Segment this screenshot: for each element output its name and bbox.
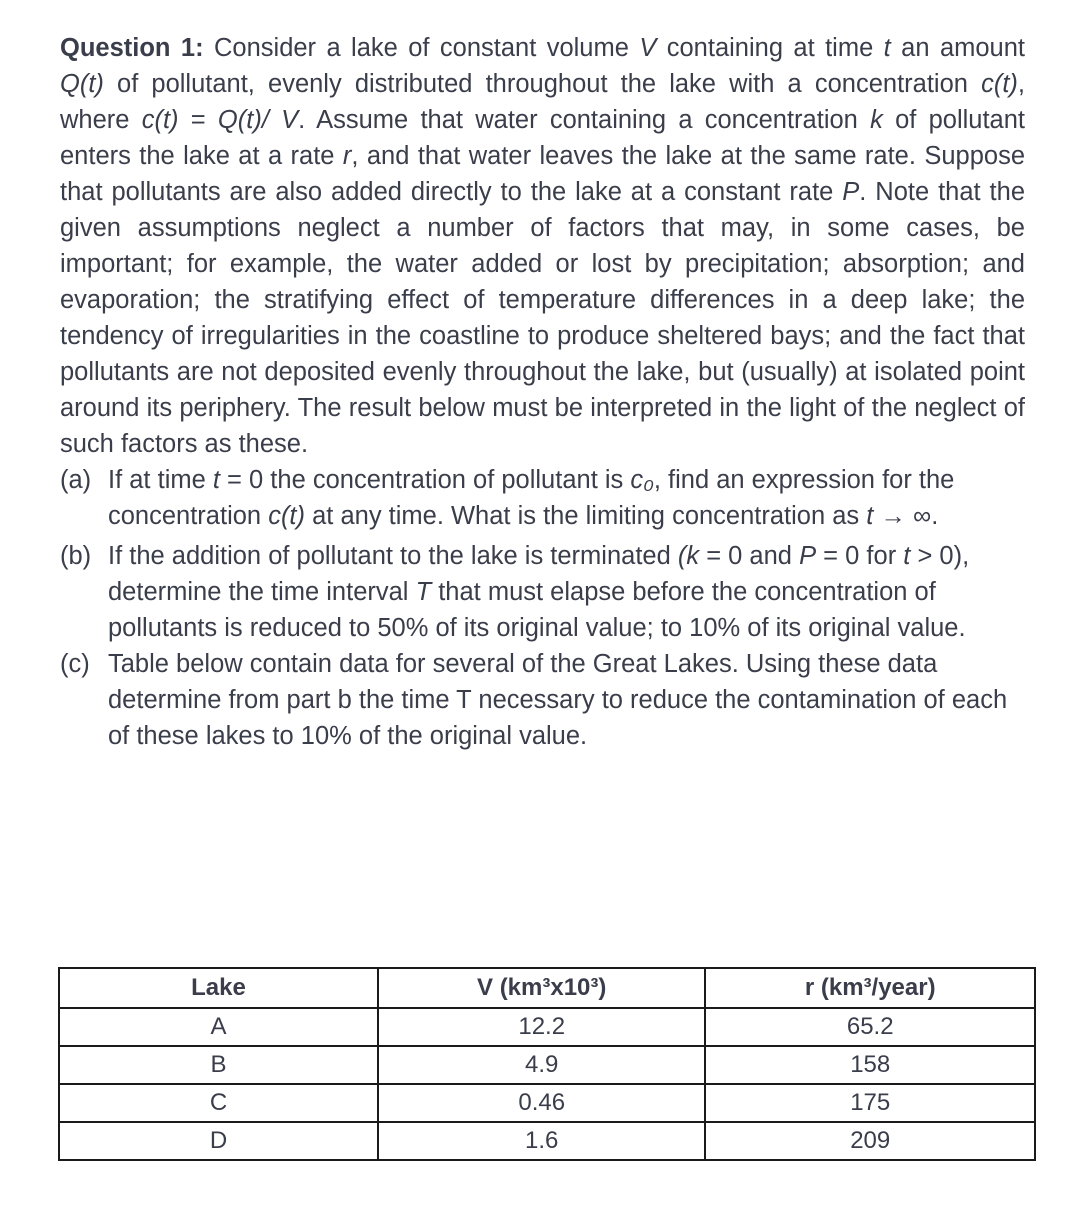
question-run-math: V [639,34,657,62]
question-body [60,34,1025,458]
header-lake: Lake [59,968,378,1008]
question-run-text: Consider a lake of constant volume [203,34,640,62]
part-c-label: (c) [60,650,90,678]
part-run-text: → ∞. [873,502,939,530]
cell-rate: 175 [705,1084,1035,1122]
cell-lake: D [59,1122,378,1160]
table-row [59,1122,1035,1160]
part-run-math: P [799,542,817,570]
question-parts [60,462,1025,754]
question-run-text: of pollutant enters the lake at a rate [60,106,1026,170]
part-run-math: c₀ [630,466,654,494]
question-run-text: an amount [890,34,1025,62]
question-run-math: k [870,106,883,134]
header-volume: V (km³x10³) [378,968,705,1008]
part-run-text: > 0), determine the time interval [108,542,970,606]
part-a-label: (a) [60,466,92,494]
cell-volume: 1.6 [378,1122,705,1160]
question-run-text: , where [60,70,1025,134]
table-row [59,1046,1035,1084]
part-b-label: (b) [60,542,92,570]
part-run-text: , find an expression for the concentration [108,466,955,530]
question-run-text: of pollutant, evenly distributed throughout the lake with a concentration [103,70,982,98]
part-b [60,538,1025,646]
document [60,30,1025,754]
cell-lake: B [59,1046,378,1084]
question-run-math: P [842,178,860,206]
part-c-text [108,646,1025,754]
cell-rate: 158 [705,1046,1035,1084]
cell-rate: 65.2 [705,1008,1035,1046]
question-run-math: c(t) [141,106,179,134]
question-run-math: Q(t) [60,70,104,98]
question-run-text: containing at time [656,34,884,62]
part-a-text [108,462,1025,534]
part-c [60,646,1025,754]
question-run-text: . Assume that water containing a concentration [298,106,871,134]
cell-lake: C [59,1084,378,1122]
cell-lake: A [59,1008,378,1046]
part-run-math: t [212,466,220,494]
part-run-math: T [415,578,432,606]
part-run-text: If the addition of pollutant to the lake is terminated [108,542,678,570]
question-paragraph [60,30,1025,462]
table-row [59,1008,1035,1046]
question-run-math: Q(t)/ V [217,106,299,134]
question-run-text: . Note that the given assumptions neglect a number of factors that may, in some cases, be important; for example, the water added or lost by precipitation; absorption; and evaporation; the stratifying effect of temperature differences in a deep lake; the tendency of irregularities in the coastline to produce sheltered bays; and the fact that pollutants are not deposited evenly throughout the lake, but (usually) at isolated point around its periphery. The result below must be interpreted in the light of the neglect of such factors as these. [60,178,1025,458]
cell-volume: 4.9 [378,1046,705,1084]
part-run-text: that must elapse before the concentration of pollutants is reduced to 50% of its original value; to 10% of its original value. [108,578,966,642]
cell-rate: 209 [705,1122,1035,1160]
part-run-text: = 0 and [699,542,800,570]
part-run-text: If at time [108,466,213,494]
table-row [59,1084,1035,1122]
question-run-math: t [883,34,891,62]
part-run-math: c(t) [268,502,306,530]
part-run-text: = 0 for [816,542,904,570]
part-run-math: (k [677,542,700,570]
lakes-table [58,967,1036,1161]
question-run-text: = [178,106,218,134]
question-heading: Question 1: [60,34,204,62]
cell-volume: 0.46 [378,1084,705,1122]
part-b-text [108,538,1025,646]
question-run-text: , and that water leaves the lake at the same rate. Suppose that pollutants are also added directly to the lake at a constant rate [60,142,1026,206]
question-run-math: r [342,142,352,170]
header-rate: r (km³/year) [705,968,1035,1008]
part-run-math: t [866,502,874,530]
part-run-text: = 0 the concentration of pollutant is [219,466,631,494]
question-run-math: c(t) [981,70,1018,98]
part-run-math: t [903,542,911,570]
table-header-row [59,968,1035,1008]
part-a [60,462,1025,534]
part-run-text: Table below contain data for several of the Great Lakes. Using these data determine from part b the time T necessary to reduce the contamination of each of these lakes to 10% of the original value. [108,650,1008,750]
part-run-text: at any time. What is the limiting concentration as [305,502,867,530]
cell-volume: 12.2 [378,1008,705,1046]
